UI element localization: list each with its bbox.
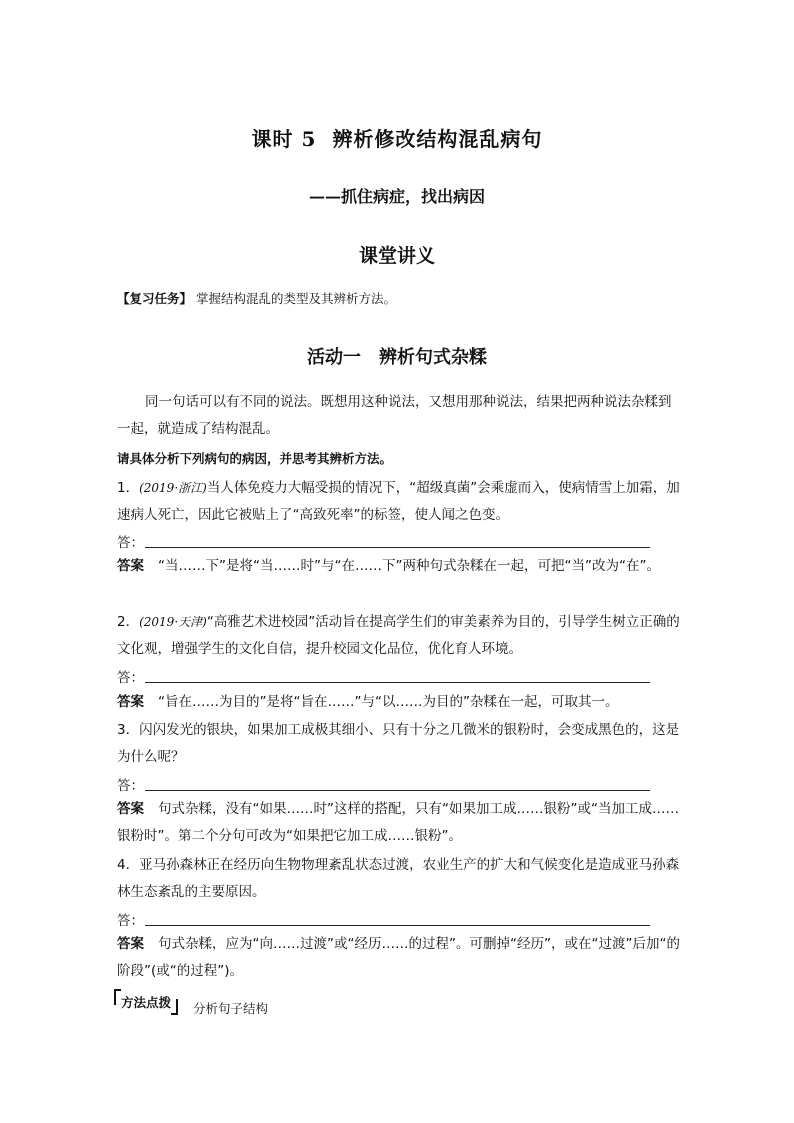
question-text: 亚马孙森林正在经历向生物物理紊乱状态过渡，农业生产的扩大和气候变化是造成亚马孙森林生态紊乱的主要原因。 bbox=[117, 857, 680, 900]
question-text: “高雅艺术进校园”活动旨在提高学生们的审美素养为目的，引导学生树立正确的文化观，增强学生的文化自信，提升校园文化品位，优化育人环境。 bbox=[117, 614, 680, 657]
lesson-title bbox=[0, 123, 794, 152]
answer-underline bbox=[145, 790, 650, 791]
review-task bbox=[117, 289, 396, 307]
answer-blank[interactable] bbox=[117, 774, 144, 794]
answer-label: 答案 bbox=[117, 694, 144, 710]
question-number: 4． bbox=[117, 857, 140, 873]
question-number: 3． bbox=[117, 722, 140, 738]
answer-prompt: 答： bbox=[117, 913, 144, 929]
answer-label: 答案 bbox=[117, 558, 144, 574]
question-source: (2019·浙江) bbox=[139, 481, 207, 495]
method-tip bbox=[117, 993, 269, 1016]
answer-blank[interactable] bbox=[117, 909, 144, 929]
method-tip-text: 分析句子结构 bbox=[193, 1001, 269, 1016]
answer-underline bbox=[145, 682, 650, 683]
intro-paragraph: 同一句话可以有不同的说法。既想用这种说法，又想用那种说法，结果把两种说法杂糅到一起，就造成了结构混乱。 bbox=[117, 394, 672, 437]
activity-heading bbox=[0, 343, 794, 369]
answer-prompt: 答： bbox=[117, 535, 144, 551]
answer-item bbox=[117, 931, 682, 985]
review-task-tag: 【复习任务】 bbox=[117, 291, 193, 306]
answer-label: 答案 bbox=[117, 801, 144, 817]
question-source: (2019·天津) bbox=[139, 615, 207, 629]
answer-blank[interactable] bbox=[117, 666, 144, 686]
answer-prompt: 答： bbox=[117, 670, 144, 686]
question-item bbox=[117, 717, 682, 771]
answer-blank[interactable] bbox=[117, 531, 144, 551]
method-tip-tag bbox=[117, 993, 175, 1011]
section-heading: 课堂讲义 bbox=[358, 245, 435, 267]
answer-item bbox=[117, 689, 682, 716]
activity-number: 活动一 bbox=[307, 347, 361, 368]
lesson-topic: 辨析修改结构混乱病句 bbox=[332, 127, 543, 151]
lesson-number: 课时 5 bbox=[251, 127, 317, 151]
answer-text: “旨在……为目的”是将“旨在……”与“以……为目的”杂糅在一起，可取其一。 bbox=[158, 694, 619, 710]
question-text: 当人体免疫力大幅受损的情况下，“超级真菌”会乘虚而入，使病情雪上加霜，加速病人死亡，因此它被贴上了“高致死率”的标签，使人闻之色变。 bbox=[117, 480, 680, 523]
answer-text: 句式杂糅，没有“如果……时”这样的搭配，只有“如果加工成……银粉”或“当加工成……银粉时”。第二个分句可改为“如果把它加工成……银粉”。 bbox=[117, 801, 679, 844]
question-item bbox=[117, 609, 682, 663]
bracket-right-icon bbox=[171, 999, 178, 1015]
answer-label: 答案 bbox=[117, 936, 144, 952]
question-item bbox=[117, 852, 682, 906]
method-tip-label: 方法点拨 bbox=[121, 995, 172, 1010]
question-text: 闪闪发光的银块，如果加工成极其细小、只有十分之几微米的银粉时，会变成黑色的，这是为什么呢？ bbox=[117, 722, 680, 765]
bracket-left-icon bbox=[114, 989, 121, 1005]
review-task-text: 掌握结构混乱的类型及其辨析方法。 bbox=[196, 291, 397, 306]
answer-underline bbox=[145, 925, 650, 926]
activity-name: 辨析句式杂糅 bbox=[379, 347, 487, 368]
answer-prompt: 答： bbox=[117, 778, 144, 794]
answer-item bbox=[117, 553, 682, 580]
lesson-subtitle: ——抓住病症，找出病因 bbox=[308, 187, 485, 206]
answer-text: “当……下”是将“当……时”与“在……下”两种句式杂糅在一起，可把“当”改为“在”。 bbox=[158, 558, 660, 574]
answer-item bbox=[117, 796, 682, 850]
question-number: 1． bbox=[117, 480, 140, 496]
answer-text: 句式杂糅，应为“向……过渡”或“经历……的过程”。可删掉“经历”，或在“过渡”后加“的阶段”(或“的过程”)。 bbox=[117, 936, 680, 979]
answer-underline bbox=[145, 547, 650, 548]
question-number: 2． bbox=[117, 614, 140, 630]
question-item bbox=[117, 475, 682, 529]
instruction-text: 请具体分析下列病句的病因，并思考其辨析方法。 bbox=[117, 451, 393, 466]
